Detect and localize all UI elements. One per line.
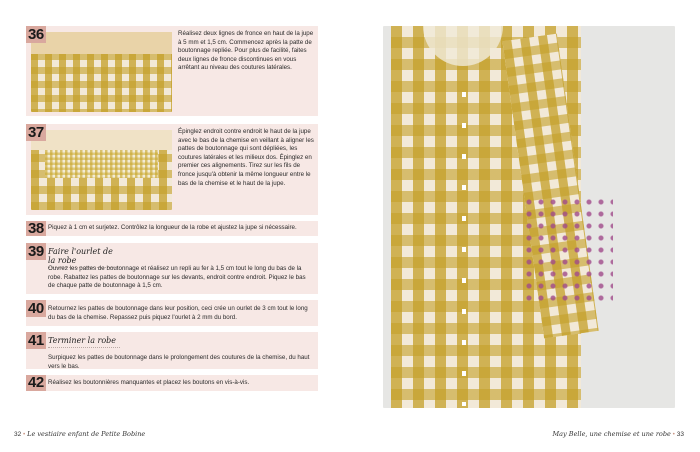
step-39 (26, 243, 318, 294)
step-number: 36 (28, 26, 44, 43)
page-number: 32 (14, 431, 22, 438)
step-number: 39 (28, 243, 44, 260)
step-text: Ouvrez les pattes de boutonnage et réalisez un repli au fer à 1,5 cm tout le long du bas de la robe. Rabattez les pattes de boutonnage sur les devants, endroit contre endroit. Piquez le bas de chaque patte de boutonnage à 1,5 cm. (48, 265, 306, 290)
step-number: 38 (28, 220, 44, 237)
step-number: 40 (28, 300, 44, 317)
separator: • (23, 431, 26, 438)
step-text: Épinglez endroit contre endroit le haut de la jupe avec le bas de la chemise en veillant à aligner les pattes de boutonnage qui sont dépliées, les coutures latérales et les milieux dos. Épinglez en premier ces alignements. Tirez sur les fils de fronce jusqu'à obtenir la même longueur entre le bas de la chemise et le haut de la jupe. (178, 128, 314, 187)
separator: • (672, 431, 675, 438)
step-text: Réalisez deux lignes de fronce en haut de la jupe à 5 mm et 1,5 cm. Commencez après la patte de boutonnage repliée. Pour plus de facilité, faites deux lignes de fronce discontinues en vous arrêtant au niveau des coutures latérales. (178, 30, 314, 72)
footer-right (553, 430, 684, 438)
step-37 (26, 124, 318, 215)
chapter-title: May Belle, une chemise et une robe (552, 430, 671, 438)
step-36 (26, 26, 318, 116)
step-title: Terminer la robe (48, 336, 120, 348)
step-number: 37 (28, 124, 44, 141)
step-title: Faire l'ourlet de la robe (48, 247, 120, 268)
step-photo-gathering (31, 32, 172, 112)
step-photo-pinning (31, 130, 172, 210)
dress-photo (383, 26, 675, 408)
step-40 (26, 300, 318, 326)
step-41 (26, 332, 318, 369)
step-42 (26, 375, 318, 391)
page-number: 33 (676, 431, 684, 438)
step-number: 42 (28, 374, 44, 391)
book-title: Le vestiaire enfant de Petite Bobine (27, 430, 146, 438)
step-number: 41 (28, 332, 44, 349)
step-text: Retournez les pattes de boutonnage dans leur position, ceci crée un ourlet de 3 cm tout le long du bas de la chemise. Repassez puis piquez l'ourlet à 2 mm du bord. (48, 305, 308, 321)
step-text: Surpiquez les pattes de boutonnage dans le prolongement des coutures de la chemise, du haut vers le bas. (48, 354, 310, 370)
step-38 (26, 221, 318, 236)
step-text: Réalisez les boutonnières manquantes et placez les boutons en vis-à-vis. (48, 379, 250, 386)
footer-left (14, 430, 145, 438)
step-text: Piquez à 1 cm et surjetez. Contrôlez la longueur de la robe et ajustez la jupe si nécessaire. (48, 224, 297, 231)
